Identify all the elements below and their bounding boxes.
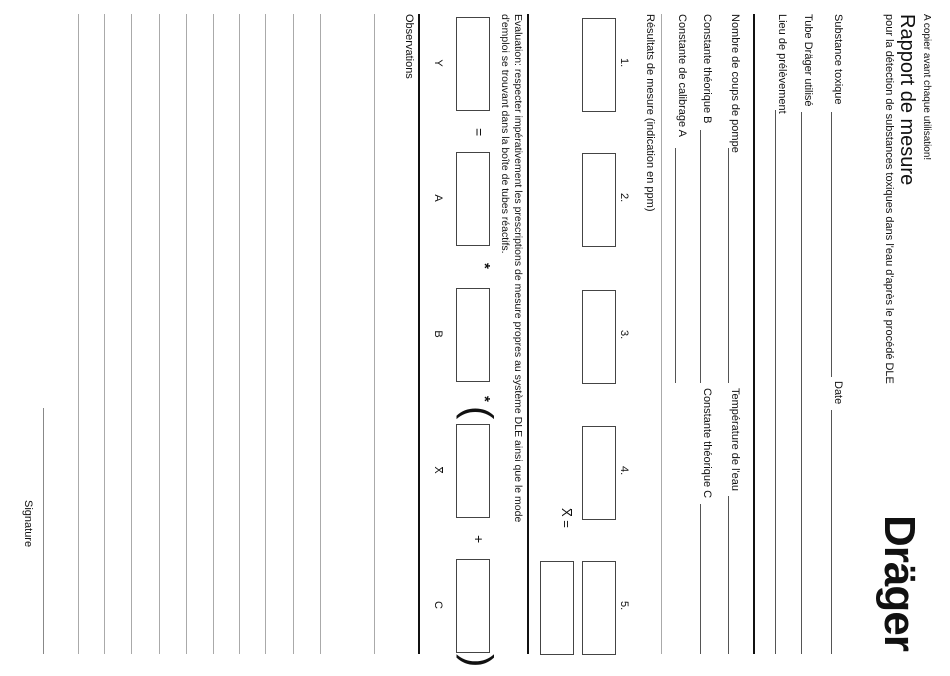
section-divider-1: [753, 14, 755, 654]
coups-field[interactable]: [728, 148, 729, 383]
constante-a-label: Constante de calibrage A: [676, 14, 688, 137]
temperature-label: Température de l'eau: [729, 388, 741, 491]
result-1-label: 1.: [618, 58, 630, 68]
constante-c-label: Constante théorique C: [701, 388, 713, 499]
result-2-box[interactable]: [582, 153, 616, 247]
formula-x-label: [431, 424, 444, 516]
formula-b-box[interactable]: [456, 288, 490, 382]
formula-x-bar: X: [432, 466, 444, 474]
lieu-label: Lieu de prélèvement: [776, 14, 788, 114]
formula-a-box[interactable]: [456, 152, 490, 246]
result-5-box[interactable]: [582, 561, 616, 655]
observation-line-1[interactable]: [374, 14, 375, 654]
mean-box[interactable]: [540, 561, 574, 655]
temperature-field[interactable]: [728, 496, 729, 654]
observation-line-3[interactable]: [293, 14, 294, 654]
lieu-field[interactable]: [775, 110, 776, 654]
formula-c-box[interactable]: [456, 559, 490, 653]
section-divider-2: [661, 14, 662, 654]
result-3-box[interactable]: [582, 290, 616, 384]
drager-logo: Dräger: [875, 515, 924, 651]
result-3-label: 3.: [618, 330, 630, 340]
result-1-box[interactable]: [582, 18, 616, 112]
formula-a-label: A: [432, 194, 444, 202]
mean-label: [560, 508, 573, 528]
result-4-label: 4.: [618, 466, 630, 476]
constante-b-field[interactable]: [700, 130, 701, 383]
formula-b-label: B: [432, 330, 444, 338]
observations-label: Observations: [403, 14, 415, 79]
observation-line-11[interactable]: [78, 14, 79, 654]
evaluation-line-1: Evaluation: respecter impérativement les prescriptions de mesure propres au système DLE ainsi que le mode: [512, 14, 524, 523]
mean-equals: =: [559, 520, 574, 528]
formula-multiply-1: *: [476, 263, 493, 269]
constante-c-field[interactable]: [700, 504, 701, 654]
constante-a-field[interactable]: [675, 148, 676, 383]
copy-note: A copier avant chaque utilisation!: [921, 14, 932, 161]
formula-c-label: C: [432, 601, 444, 609]
formula-y-box[interactable]: [456, 17, 490, 111]
section-divider-3: [527, 14, 529, 654]
formula-right-paren: ): [456, 654, 500, 668]
date-field[interactable]: [831, 410, 832, 654]
formula-equals: =: [471, 128, 487, 137]
page-subtitle: pour la détection de substances toxiques dans l'eau d'après le procédé DLE: [883, 14, 895, 384]
page-title: Rapport de mesure: [896, 14, 918, 186]
observation-line-5[interactable]: [239, 14, 240, 654]
observation-line-7[interactable]: [186, 14, 187, 654]
result-2-label: 2.: [618, 193, 630, 203]
result-4-box[interactable]: [582, 426, 616, 520]
constante-b-label: Constante théorique B: [701, 14, 713, 124]
observation-line-8[interactable]: [159, 14, 160, 654]
coups-label: Nombre de coups de pompe: [729, 14, 741, 153]
results-label: Résultats de mesure (indication en ppm): [644, 14, 656, 212]
evaluation-line-2: d'emploi se trouvant dans la boîte de tubes réactifs.: [499, 14, 511, 254]
observation-line-2[interactable]: [320, 14, 321, 654]
signature-line[interactable]: [43, 408, 44, 654]
observation-line-6[interactable]: [213, 14, 214, 654]
substance-label: Substance toxique: [832, 14, 844, 105]
formula-x-box[interactable]: [456, 424, 490, 518]
signature-label: Signature: [22, 500, 34, 548]
observation-line-4[interactable]: [265, 14, 266, 654]
formula-multiply-2: *: [476, 396, 493, 402]
formula-plus: +: [471, 535, 487, 544]
formula-left-paren: (: [456, 406, 500, 420]
observation-line-10[interactable]: [104, 14, 105, 654]
tube-label: Tube Dräger utilisé: [802, 14, 814, 107]
date-label: Date: [832, 381, 844, 405]
section-divider-4: [418, 14, 420, 654]
observation-line-9[interactable]: [131, 14, 132, 654]
result-5-label: 5.: [618, 601, 630, 611]
x-bar-symbol: X: [559, 508, 574, 517]
substance-field[interactable]: [831, 112, 832, 377]
tube-field[interactable]: [801, 112, 802, 654]
formula-y-label: Y: [432, 59, 444, 67]
